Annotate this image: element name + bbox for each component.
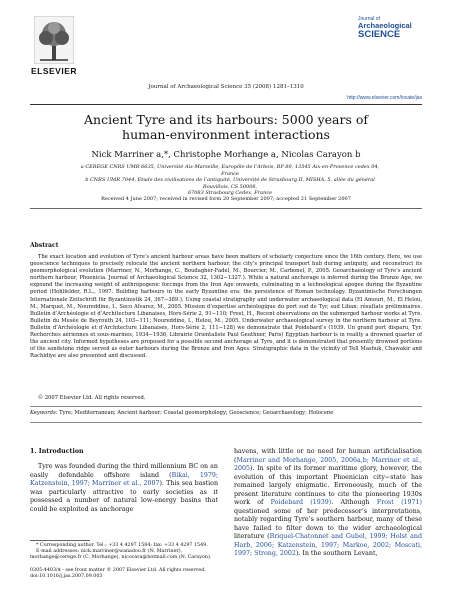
text-span: questioned some of her predecessor’s interpretations, notably regarding Tyre’s southern harbour, many of these have failed to filter down to the wider archaeological literature ( xyxy=(234,507,422,540)
doi-line[interactable]: doi:10.1016/j.jas.2007.09.003 xyxy=(30,574,103,579)
affiliations xyxy=(80,164,380,197)
keywords-label: Keywords: xyxy=(30,410,58,416)
citation-link[interactable]: Frost (1971) xyxy=(376,499,423,506)
title-line: human-environment interactions xyxy=(122,127,330,142)
affiliation-a: a CEREGE CNRS UMR 6635, Université Aix-Marseille, Europôle de l’Arbois, BP 80, 13545 Aix-en-Provence cedex 04, France xyxy=(80,164,380,177)
abstract-copyright: © 2007 Elsevier Ltd. All rights reserved. xyxy=(38,395,146,401)
affiliation-b-cont: 67083 Strasbourg Cedex, France xyxy=(187,190,273,196)
text-span: Tyre was founded during the third millennium BC on an easily defendable offshore island ( xyxy=(30,463,218,479)
publisher-name: ELSEVIER xyxy=(30,66,78,76)
header-divider xyxy=(30,104,422,105)
keywords-divider-top xyxy=(30,406,422,407)
author-list: Nick Marriner a,*, Christophe Morhange a, Nicolas Carayon b xyxy=(91,150,361,160)
section-heading-introduction: 1. Introduction xyxy=(30,448,84,455)
footnote-emails[interactable]: E-mail addresses: nick.marriner@wanadoo.fr (N. Marriner), morhange@cerege.fr (C. Morhange), nicocara@hotmail.com (N. Carayon). xyxy=(30,549,212,561)
text-span: . Although xyxy=(331,499,377,506)
abstract-heading: Abstract xyxy=(30,242,59,249)
journal-header xyxy=(30,14,422,101)
footnote-contact: * Corresponding author. Tel.: +33 4 4297 1584; fax: +33 4 4297 1549. xyxy=(36,543,208,548)
citation-link[interactable]: Poidebard (1939) xyxy=(270,499,332,506)
body-column-left xyxy=(30,448,218,514)
text-span: ). This sea bastion was particularly attractive to early societies as it possessed a number of natural low-energy basins that could be exploited as anchorage xyxy=(30,480,218,513)
journal-citation: Journal of Archaeological Science 35 (2008) 1281–1310 xyxy=(148,84,304,90)
issn-doi xyxy=(30,568,218,580)
corresponding-author-footnote xyxy=(30,543,218,562)
citation-link[interactable]: Briquel-Chatonnet and Gubel, 1999; Holst and Harb, 2006; Katzenstein, 1997; Markoe, 2002; Moscati, 1997; Strong, 2002 xyxy=(234,533,422,557)
affiliation-b: b CNRS UMR 7044, Etude des civilisations de l’antiquité, Université de Strasbourg II, MISHA, 5, allée du général Rouvillois, CS 50008, xyxy=(85,177,375,190)
text-span: havens, with little or no need for human artificialisation ( xyxy=(234,448,422,464)
citation-link[interactable]: Marriner and Morhange, 2005, 2006a,b; Marriner et al., 2005 xyxy=(234,456,422,472)
article-title xyxy=(40,112,412,142)
title-line: Ancient Tyre and its harbours: 5000 years of xyxy=(84,112,368,127)
body-column-right xyxy=(234,448,422,559)
journal-brand-line-3: SCIENCE xyxy=(358,29,401,40)
issn-line: 0305-4403/$ - see front matter © 2007 Elsevier Ltd. All rights reserved. xyxy=(30,568,206,573)
citation-link[interactable]: Bikai, 1979; Katzenstein, 1997; Marriner et al., 2007 xyxy=(30,471,219,487)
intro-paragraph xyxy=(30,463,218,514)
text-span: ). In the southern Levant, xyxy=(295,550,378,557)
keywords-divider-bottom xyxy=(30,422,422,423)
footnote-divider xyxy=(30,540,90,541)
intro-paragraph-cont xyxy=(234,448,422,559)
journal-brand-line-1: Journal of xyxy=(358,16,380,22)
keywords xyxy=(30,410,333,416)
journal-brand[interactable] xyxy=(358,16,422,40)
text-span: ). In spite of its former maritime glory, however, the evolution of this important Phoenician city−state has remained largely enigmatic. Erroneously, much of the present literature continues to cite the pioneering 1930s work of xyxy=(234,465,422,506)
abstract-text: The exact location and evolution of Tyre’s ancient harbour areas have been matters of scholarly conjecture since the 16th century. Here, we use geoscience techniques to precisely relocate the ancient northern harbour, the city’s principal transport hub during antiquity, and reconstruct its geomorphological evolution (Marriner, N., Morhange, C., Boudagher-Fadel, M., Bourcier, M., Carbonel, P., 2005. Geoarchaeology of Tyre’s ancient northern harbour, Phoenicia. Journal of Archaeological Science 32, 1302−1327.). While a natural anchorage is inferred during the Bronze Age, we expound the increasing weight of anthropogenic forcings from the Iron Age onwards, culminating in a technological apogee during the Byzantine period (Hohlfelder, R.L., 1997. Building harbours in the early Byzantine era: the persistence of Roman technology. Byzantinische Forschungen Internationale Zeitschrift für Byzantinistik 24, 367−389.). Using coastal stratigraphy and underwater archaeological data (El Amouri, M., El Helou, M., Marquet, M., Noureddine, I., Seco Alvarez, M., 2005. Mission d’expertise archéologique du port sud de Tyr, sud Liban: résultats préliminaires. Bulletin d’Archéologie et d’Architecture Libanaises, Hors-Série 2, 91−110; Frost, H., Recent observations on the submerged harbour works at Tyre. Bulletin du Musée de Beyrouth 24, 103−111; Noureddine, I., Helou, M., 2005. Underwater archaeological survey in the northern harbour at Tyre. Bulletin d’Archéologie et d’Architecture Libanaises, Hors-Série 2, 111−128) we demonstrate that Poidebard’s (1939. Un grand port disparu, Tyr. Recherches aériennes et sous-marines, 1934−1936, Librairie Orientaliste Paul Geuthner, Paris) Egyptian harbour is in reality a drowned quarter of the ancient city. Informed hypotheses are proposed for a possible second anchorage at Tyre, and it is demonstrated that presently drowned portions of the sandstone ridge served as outer harbours during the Bronze and Iron Ages. Stratigraphic data in the vicinity of Tell Mashuk, Chawakir and Rachidiye are also presented and discussed. xyxy=(30,254,422,360)
title-divider xyxy=(30,208,422,209)
received-dates: Received 4 June 2007; received in revised form 20 September 2007; accepted 21 September 2007 xyxy=(101,196,351,202)
journal-brand-line-2: Archaeological xyxy=(358,21,412,30)
elsevier-tree-icon xyxy=(34,16,74,64)
keywords-text: Tyre; Mediterranean; Ancient harbour; Coastal geomorphology; Geoscience; Geoarchaeology; Holocene xyxy=(57,410,334,416)
journal-url-link[interactable]: http://www.elsevier.com/locate/jas xyxy=(347,95,422,101)
elsevier-logo[interactable] xyxy=(30,14,78,78)
